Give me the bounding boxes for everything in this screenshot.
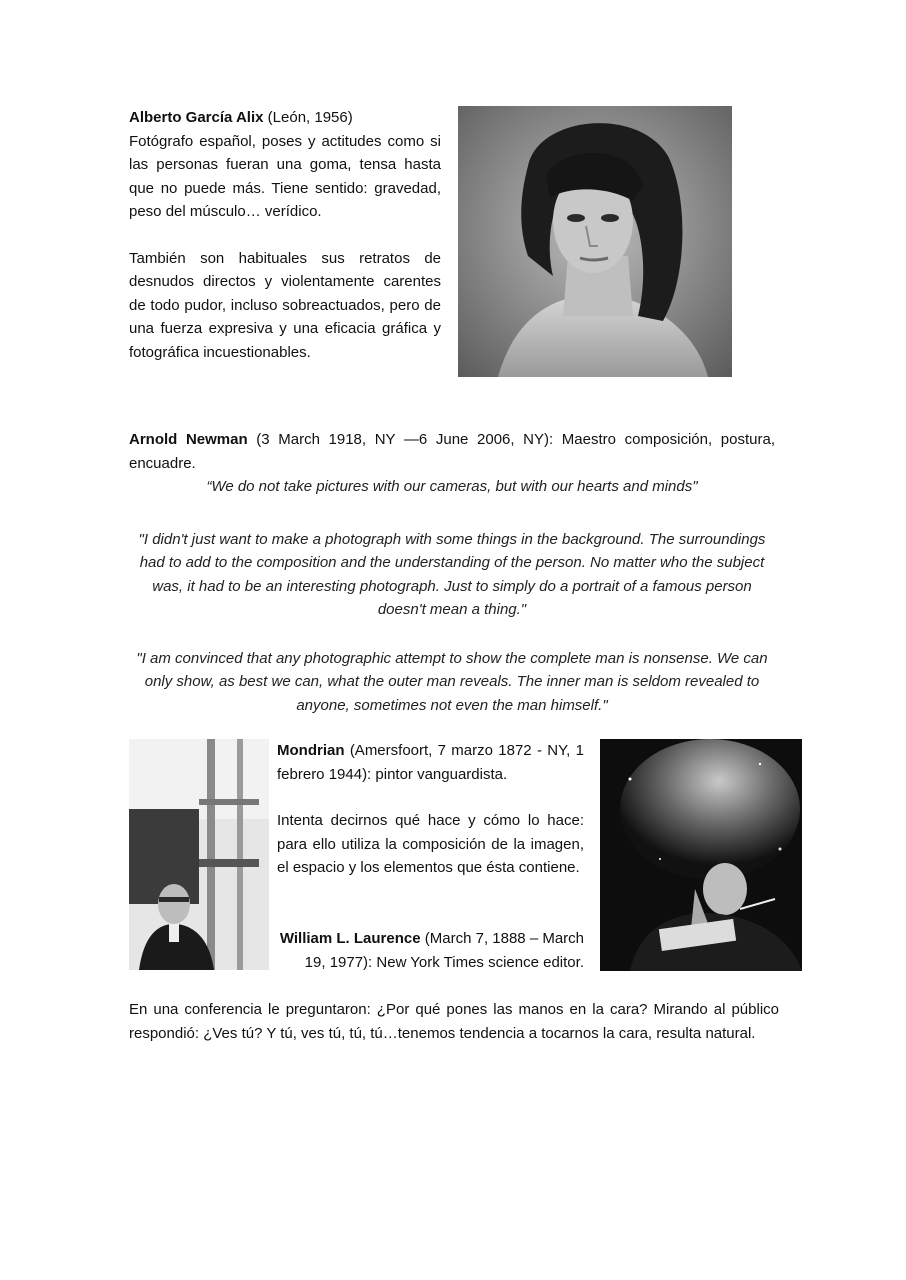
newman-heading xyxy=(129,428,775,475)
alix-heading xyxy=(129,106,441,130)
alix-origin: (León, 1956) xyxy=(263,109,353,126)
laurence-heading xyxy=(277,927,584,974)
mondrian-section xyxy=(277,739,584,880)
conference-section xyxy=(129,998,779,1045)
newman-quote-1: “We do not take pictures with our cameras, but with our hearts and minds" xyxy=(206,478,698,495)
mondrian-photo xyxy=(129,739,269,970)
alix-section xyxy=(129,106,441,364)
newman-quote-3: "I am convinced that any photographic attempt to show the complete man is nonsense. We can only show, as best we can, what the outer man reveals. The inner man is seldom revealed to anyone, sometimes not even the man himself." xyxy=(136,649,768,714)
alix-paragraph-2: También son habituales sus retratos de desnudos directos y violentamente carentes de todo pudor, incluso sobreactuados, pero de una fuerza expresiva y una eficacia gráfica y fotográfica incuestionables. xyxy=(129,249,441,361)
mondrian-heading xyxy=(277,739,584,786)
newman-quote-2: "I didn't just want to make a photograph with some things in the background. The surroundings had to add to the composition and the understanding of the person. No matter who the subject was, it had to be an interesting photograph. Just to simply do a portrait of a famous person doesn't mean a thing." xyxy=(138,530,766,618)
alix-portrait-photo xyxy=(458,106,732,377)
alix-paragraph-1: Fotógrafo español, poses y actitudes como si las personas fueran una goma, tensa hasta que no puede más. Tiene sentido: gravedad, peso del músculo… verídico. xyxy=(129,132,441,220)
laurence-dates: (March 7, 1888 – March 19, 1977): New York Times science editor. xyxy=(304,930,584,971)
alix-name: Alberto García Alix xyxy=(129,109,264,126)
laurence-photo xyxy=(600,739,802,971)
laurence-section xyxy=(277,927,584,974)
mondrian-dates: (Amersfoort, 7 marzo 1872 - NY, 1 febrero 1944): pintor vanguardista. xyxy=(277,742,584,783)
mondrian-paragraph: Intenta decirnos qué hace y cómo lo hace: para ello utiliza la composición de la imagen, el espacio y los elementos que ésta contiene. xyxy=(277,812,584,876)
newman-section xyxy=(129,428,775,717)
laurence-name: William L. Laurence xyxy=(279,930,421,947)
conference-paragraph: En una conferencia le preguntaron: ¿Por qué pones las manos en la cara? Mirando al público respondió: ¿Ves tú? Y tú, ves tú, tú, tú…tenemos tendencia a tocarnos la cara, resulta natural. xyxy=(129,1001,779,1042)
newman-dates: (3 March 1918, NY —6 June 2006, NY): Maestro composición, postura, encuadre. xyxy=(129,431,775,472)
mondrian-name: Mondrian xyxy=(277,742,345,759)
newman-name: Arnold Newman xyxy=(129,431,248,448)
